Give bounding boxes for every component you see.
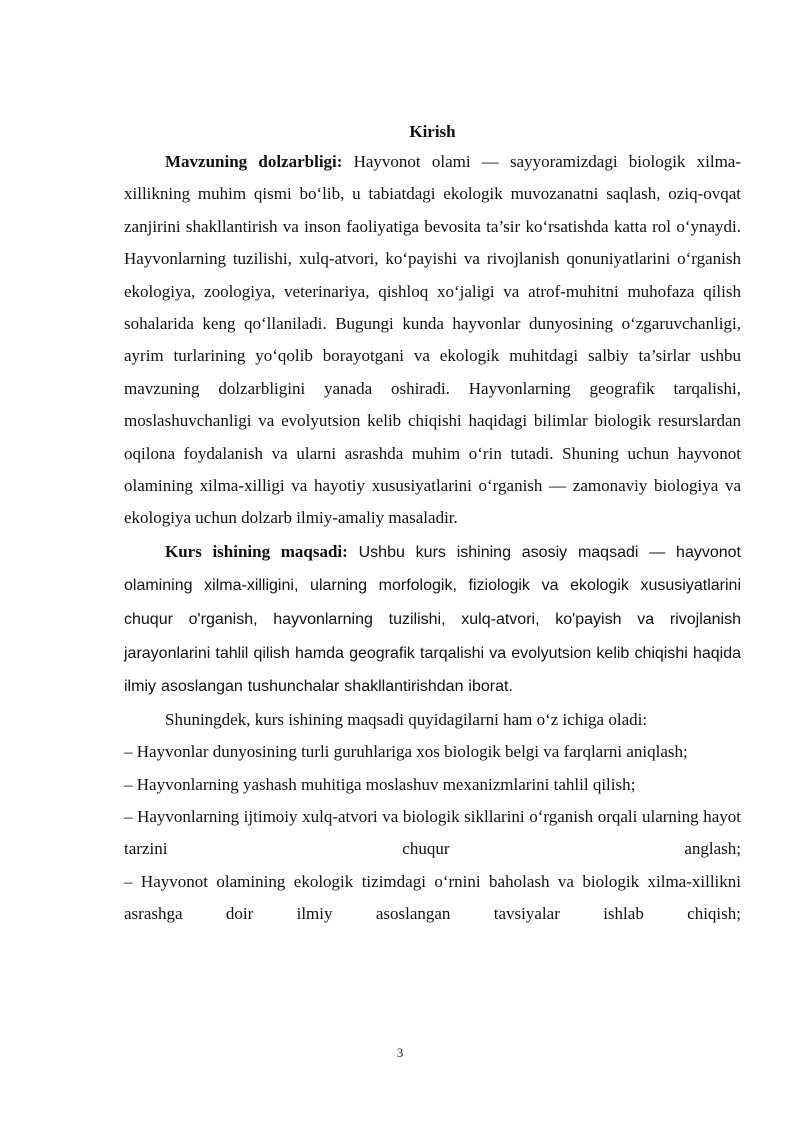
relevance-heading: Mavzuning dolzarbligi: xyxy=(165,152,343,171)
list-item: – Hayvonlar dunyosining turli guruhlariga xos biologik belgi va farqlarni aniqlash; xyxy=(124,742,688,762)
page-content xyxy=(124,118,741,931)
relevance-paragraph xyxy=(124,146,741,535)
goal-paragraph xyxy=(124,535,741,704)
goals-list xyxy=(124,736,741,930)
list-item: – Hayvonlarning yashash muhitiga moslashuv mexanizmlarini tahlil qilish; xyxy=(124,774,636,794)
page-number: 3 xyxy=(396,1045,404,1060)
relevance-text: Hayvonot olami — sayyoramizdagi biologik xilma-xillikning muhim qismi bo‘lib, u tabiatdagi ekologik muvozanatni saqlash, oziq-ovqat zanjirini shakllantirish va inson faoliyatiga bevosita ta’sir ko‘rsatishda katta rol o‘ynaydi. Hayvonlarning tuzilishi, xulq-atvori, ko‘payishi va rivojlanish qonuniyatlarini o‘rganish ekologiya, zoologiya, veterinariya, qishloq xo‘jaligi va atrof-muhitni muhofaza qilish sohalarida keng qo‘llaniladi. Bugungi kunda hayvonlar dunyosining o‘zgaruvchanligi, ayrim turlarining yo‘qolib borayotgani va ekologik muhitdagi salbiy ta’sirlar ushbu mavzuning dolzarbligini yanada oshiradi. Hayvonlarning geografik tarqalishi, moslashuvchanligi va evolyutsion kelib chiqishi haqidagi bilimlar biologik resurslardan oqilona foydalanish va ularni asrashda muhim o‘rin tutadi. Shuning uchun hayvonot olamining xilma-xilligi va hayotiy xususiyatlarini o‘rganish — zamonaviy biologiya va ekologiya uchun dolzarb ilmiy-amaliy masaladir. xyxy=(124,152,741,528)
goal-text: Ushbu kurs ishining asosiy maqsadi — hayvonot olamining xilma-xilligini, ularning morfologik, fiziologik va ekologik xususiyatlarini chuqur o'rganish, hayvonlarning tuzilishi, xulq-atvori, ko'payish va rivojlanish jarayonlarini tahlil qilish hamda geografik tarqalishi va evolyutsion kelib chiqishi haqida ilmiy asoslangan tushunchalar shakllantirishdan iborat. xyxy=(124,543,741,696)
section-title: Kirish xyxy=(409,122,456,141)
goal-heading: Kurs ishining maqsadi: xyxy=(165,541,348,561)
goals-intro-paragraph: Shuningdek, kurs ishining maqsadi quyidagilarni ham o‘z ichiga oladi: xyxy=(165,709,648,729)
list-item: – Hayvonot olamining ekologik tizimdagi o‘rnini baholash va biologik xilma-xillikni asrashga doir ilmiy asoslangan tavsiyalar ishlab chiqish; xyxy=(124,871,741,924)
list-item: – Hayvonlarning ijtimoiy xulq-atvori va biologik sikllarini o‘rganish orqali ularning hayot tarzini chuqur anglash; xyxy=(124,807,741,859)
